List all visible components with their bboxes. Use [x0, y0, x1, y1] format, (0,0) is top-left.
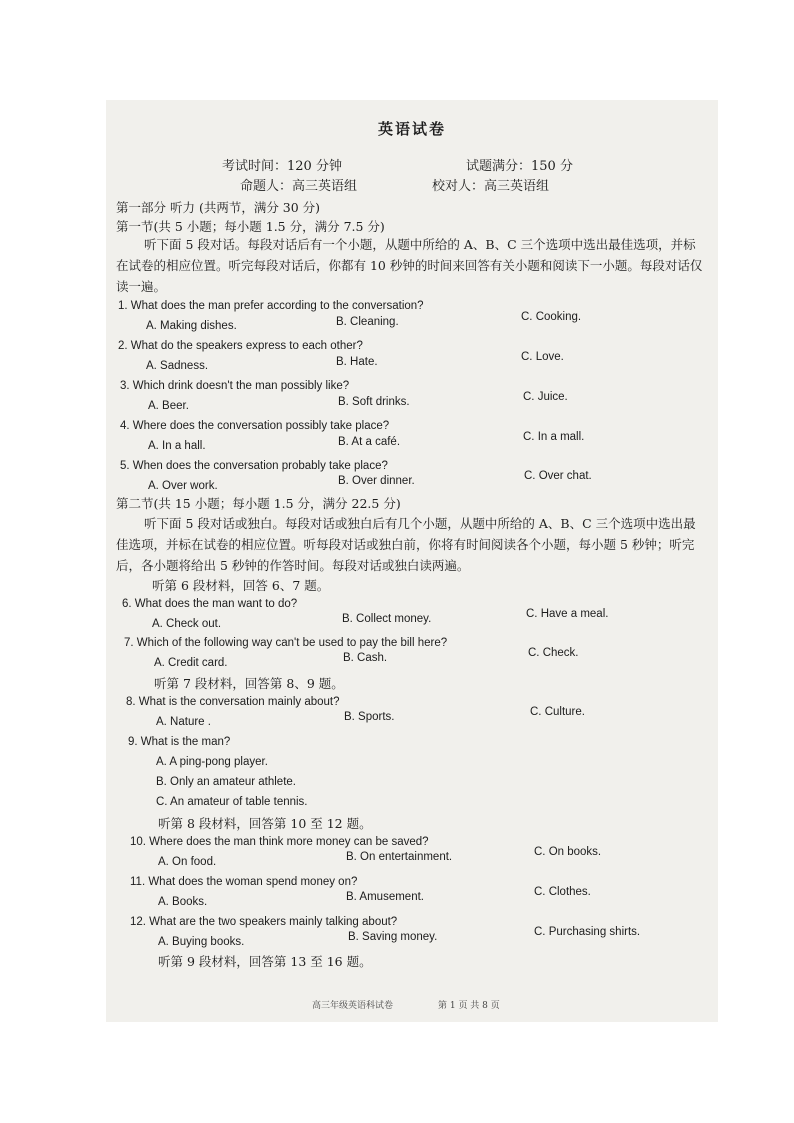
question-1-option-c: C. Cooking. [521, 311, 582, 323]
question-12-option-b: B. Saving money. [348, 931, 438, 943]
section1-instructions: 听下面 5 段对话。每段对话后有一个小题，从题中所给的 A、B、C 三个选项中选出最佳选项，并标在试卷的相应位置。听完每段对话后，你都有 10 秒钟的时间来回答有关小题和阅读下一小题。每段对话仅读一遍。 [116, 237, 703, 294]
question-4-stem: 4. Where does the conversation possibly take place? [120, 420, 390, 432]
question-2-option-a: A. Sadness. [146, 360, 209, 372]
question-7-stem: 7. Which of the following way can't be used to pay the bill here? [124, 637, 448, 649]
question-3-option-b: B. Soft drinks. [338, 396, 410, 408]
question-2-stem: 2. What do the speakers express to each other? [118, 340, 363, 352]
question-5-option-a: A. Over work. [148, 480, 218, 492]
question-5-stem: 5. When does the conversation probably take place? [120, 460, 388, 472]
question-9-option-b: B. Only an amateur athlete. [156, 776, 296, 788]
question-9-option-a: A. A ping-pong player. [156, 756, 268, 768]
question-10-option-a: A. On food. [158, 856, 217, 868]
listening-note-8: 听第 8 段材料，回答第 10 至 12 题。 [158, 816, 372, 831]
footer-page-number: 第 1 页 共 8 页 [438, 1001, 500, 1011]
question-1-option-b: B. Cleaning. [336, 316, 399, 328]
question-12-option-a: A. Buying books. [158, 936, 245, 948]
question-8-option-b: B. Sports. [344, 711, 395, 723]
part1-title: 第一部分 听力 (共两节，满分 30 分) [116, 200, 321, 215]
question-10-option-b: B. On entertainment. [346, 851, 453, 863]
exam-time: 考试时间：120 分钟 [222, 159, 342, 174]
question-10-stem: 10. Where does the man think more money can be saved? [130, 836, 429, 848]
question-2-option-b: B. Hate. [336, 356, 378, 368]
question-9-stem: 9. What is the man? [128, 736, 231, 748]
question-8-option-a: A. Nature . [156, 716, 211, 728]
question-12-stem: 12. What are the two speakers mainly talking about? [130, 916, 398, 928]
listening-note-6: 听第 6 段材料，回答 6、7 题。 [152, 578, 330, 593]
question-7-option-c: C. Check. [528, 647, 579, 659]
question-10-option-c: C. On books. [534, 846, 602, 858]
question-3-option-c: C. Juice. [523, 391, 568, 403]
exam-page [106, 100, 718, 1022]
question-6-option-b: B. Collect money. [342, 613, 432, 625]
question-11-stem: 11. What does the woman spend money on? [130, 876, 358, 888]
question-6-stem: 6. What does the man want to do? [122, 598, 298, 610]
listening-note-7: 听第 7 段材料，回答第 8、9 题。 [154, 676, 344, 691]
section2-instructions: 听下面 5 段对话或独白。每段对话或独白后有几个小题，从题中所给的 A、B、C 三个选项中选出最佳选项，并标在试卷的相应位置。听每段对话或独白前，你将有时间阅读各个小题，每小题 5 秒钟；听完后，各小题将给出 5 秒钟的作答时间。每段对话或独白读两遍。 [116, 516, 696, 573]
question-5-option-c: C. Over chat. [524, 470, 592, 482]
question-6-option-a: A. Check out. [152, 618, 222, 630]
question-5-option-b: B. Over dinner. [338, 475, 415, 487]
question-9-option-c: C. An amateur of table tennis. [156, 796, 308, 808]
question-11-option-c: C. Clothes. [534, 886, 591, 898]
question-4-option-b: B. At a café. [338, 436, 401, 448]
question-setter: 命题人：高三英语组 [240, 179, 358, 194]
question-8-option-c: C. Culture. [530, 706, 585, 718]
question-4-option-a: A. In a hall. [148, 440, 206, 452]
question-1-option-a: A. Making dishes. [146, 320, 237, 332]
exam-content [106, 100, 718, 1022]
listening-note-9: 听第 9 段材料，回答第 13 至 16 题。 [158, 954, 372, 969]
proofreader: 校对人：高三英语组 [432, 179, 550, 194]
question-3-option-a: A. Beer. [148, 400, 189, 412]
question-7-option-b: B. Cash. [343, 652, 388, 664]
section2-title: 第二节(共 15 小题；每小题 1.5 分，满分 22.5 分) [116, 496, 401, 511]
question-8-stem: 8. What is the conversation mainly about? [126, 696, 340, 708]
question-1-stem: 1. What does the man prefer according to the conversation? [118, 300, 424, 312]
question-7-option-a: A. Credit card. [154, 657, 228, 669]
question-2-option-c: C. Love. [521, 351, 564, 363]
question-4-option-c: C. In a mall. [523, 431, 585, 443]
footer-subject: 高三年级英语科试卷 [312, 1001, 394, 1011]
question-6-option-c: C. Have a meal. [526, 608, 609, 620]
question-11-option-a: A. Books. [158, 896, 208, 908]
exam-title: 英语试卷 [377, 120, 446, 138]
question-12-option-c: C. Purchasing shirts. [534, 926, 641, 938]
question-11-option-b: B. Amusement. [346, 891, 424, 903]
full-score: 试题满分：150 分 [466, 159, 573, 174]
question-3-stem: 3. Which drink doesn't the man possibly like? [120, 380, 350, 392]
section1-title: 第一节(共 5 小题；每小题 1.5 分，满分 7.5 分) [116, 219, 385, 234]
